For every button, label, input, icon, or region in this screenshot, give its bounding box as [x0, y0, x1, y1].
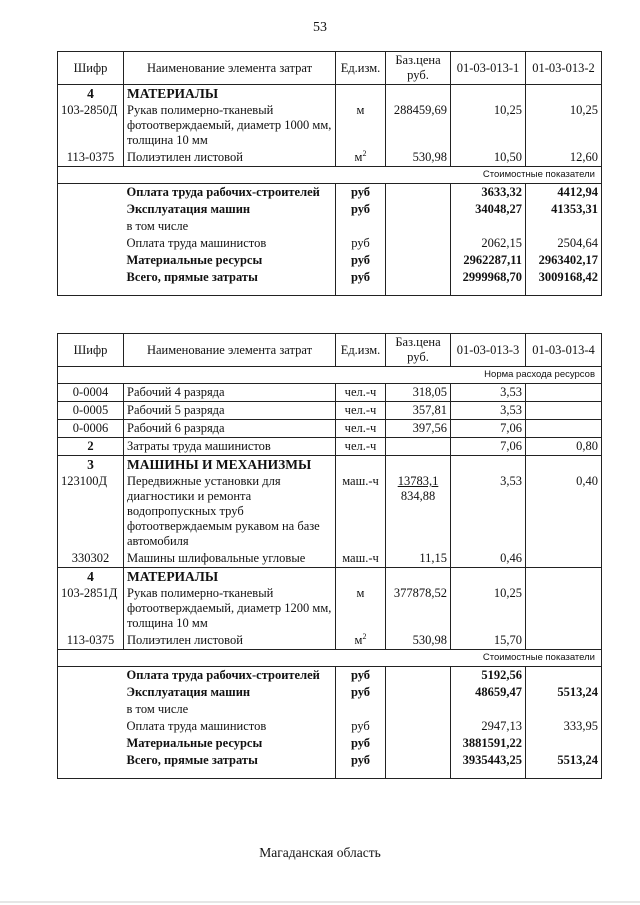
header-code: Шифр	[58, 52, 124, 85]
table-row: 0-0004 Рабочий 4 разряда чел.-ч 318,05 3,53	[58, 384, 602, 402]
header-name: Наименование элемента затрат	[124, 334, 336, 367]
summary-row: Всего, прямые затраты руб 2999968,70 3009168,42	[58, 269, 602, 296]
summary-row: в том числе	[58, 218, 602, 235]
header-unit: Ед.изм.	[336, 334, 386, 367]
table-row: 0-0006 Рабочий 6 разряда чел.-ч 397,56 7,06	[58, 420, 602, 438]
norm-row: Норма расхода ресурсов	[58, 367, 602, 384]
header-col-a: 01-03-013-3	[451, 334, 526, 367]
summary-row: Материальные ресурсы руб 3881591,22	[58, 735, 602, 752]
summary-row: Эксплуатация машин руб 34048,27 41353,31	[58, 201, 602, 218]
table-row: 113-0375 Полиэтилен листовой $м^2$ 530,98 15,70	[58, 632, 602, 650]
summary-row: Оплата труда рабочих-строителей руб 3633,32 4412,94	[58, 184, 602, 202]
section-row-machines: 3 МАШИНЫ И МЕХАНИЗМЫ	[58, 456, 602, 474]
section-row-materials: 4 МАТЕРИАЛЫ	[58, 85, 602, 103]
summary-row: Всего, прямые затраты руб 3935443,25 5513,24	[58, 752, 602, 779]
header-col-b: 01-03-013-2	[526, 52, 602, 85]
table-header-row	[58, 334, 602, 367]
table-row: 103-2850Д Рукав полимерно-тканевый фотоотверждаемый, диаметр 1000 мм, толщина 10 мм м 288459,69 10,25 10,25	[58, 102, 602, 149]
table-row: 330302 Машины шлифовальные угловые маш.-ч 11,15 0,46	[58, 550, 602, 568]
header-code: Шифр	[58, 334, 124, 367]
page-number: 53	[313, 20, 327, 35]
table-row: 103-2851Д Рукав полимерно-тканевый фотоотверждаемый, диаметр 1200 мм, толщина 10 мм м 377878,52 10,25	[58, 585, 602, 632]
cost-indicators-row: Стоимостные показатели	[58, 167, 602, 184]
resource-table-1	[57, 51, 602, 296]
footer-region: Магаданская область	[259, 845, 381, 860]
header-price: Баз.цена руб.	[386, 52, 451, 85]
header-col-a: 01-03-013-1	[451, 52, 526, 85]
section-row-materials: 4 МАТЕРИАЛЫ	[58, 568, 602, 586]
summary-row: Оплата труда машинистов руб 2947,13 333,95	[58, 718, 602, 735]
summary-row: в том числе	[58, 701, 602, 718]
table-header-row	[58, 52, 602, 85]
table-row: 123100Д Передвижные установки для диагностики и ремонта водопропускных труб фотоотверждаемым рукавом на базе автомобиля маш.-ч 13783,1 834,88 3,53 0,40	[58, 473, 602, 550]
table-row: 0-0005 Рабочий 5 разряда чел.-ч 357,81 3,53	[58, 402, 602, 420]
summary-row: Оплата труда рабочих-строителей руб 5192,56	[58, 667, 602, 685]
header-unit: Ед.изм.	[336, 52, 386, 85]
header-col-b: 01-03-013-4	[526, 334, 602, 367]
cost-indicators-row: Стоимостные показатели	[58, 650, 602, 667]
summary-row: Эксплуатация машин руб 48659,47 5513,24	[58, 684, 602, 701]
table-row: 113-0375 Полиэтилен листовой $м^2$ 530,98 10,50 12,60	[58, 149, 602, 167]
header-name: Наименование элемента затрат	[124, 52, 336, 85]
resource-table-2	[57, 333, 602, 779]
summary-row: Оплата труда машинистов руб 2062,15 2504,64	[58, 235, 602, 252]
table-row: 2 Затраты труда машинистов чел.-ч 7,06 0,80	[58, 438, 602, 456]
summary-row: Материальные ресурсы руб 2962287,11 2963402,17	[58, 252, 602, 269]
scan-edge	[0, 901, 640, 903]
header-price: Баз.цена руб.	[386, 334, 451, 367]
